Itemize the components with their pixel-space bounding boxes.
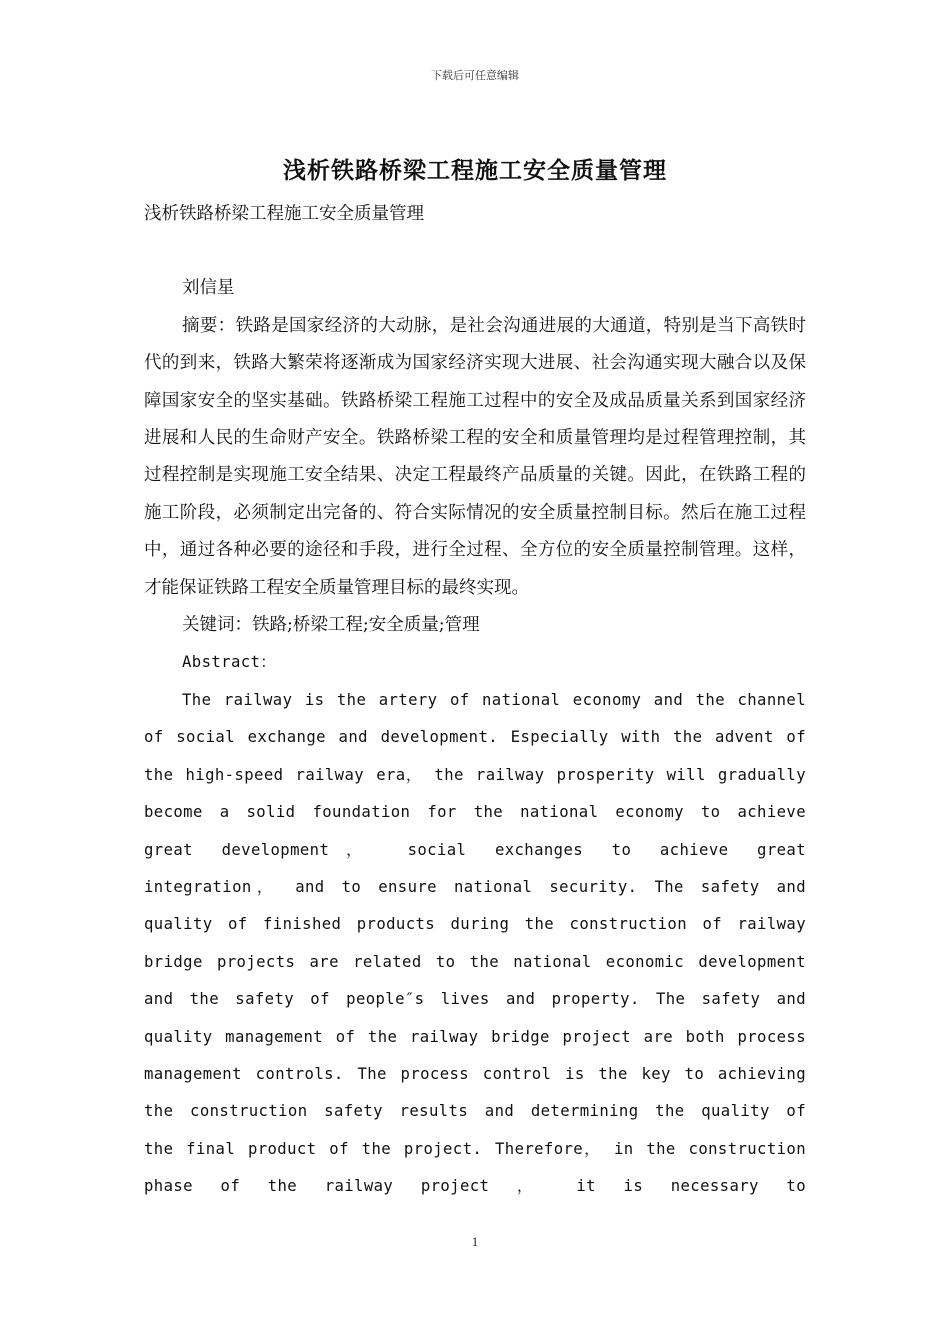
document-title: 浅析铁路桥梁工程施工安全质量管理 bbox=[283, 158, 667, 184]
header-note: 下载后可任意编辑 bbox=[431, 69, 519, 82]
paragraph-gap bbox=[144, 233, 806, 270]
author-name: 刘信星 bbox=[182, 278, 235, 299]
abstract-chinese: 摘要：铁路是国家经济的大动脉，是社会沟通进展的大通道，特别是当下高铁时代的到来，铁路大繁荣将逐渐成为国家经济实现大进展、社会沟通实现大融合以及保障国家安全的坚实基础。铁路桥梁工程施工过程中的安全及成品质量关系到国家经济进展和人民的生命财产安全。铁路桥梁工程的安全和质量管理均是过程管理控制，其过程控制是实现施工安全结果、决定工程最终产品质量的关键。因此，在铁路工程的施工阶段，必须制定出完备的、符合实际情况的安全质量控制目标。然后在施工过程中，通过各种必要的途径和手段，进行全过程、全方位的安全质量控制管理。这样，才能保证铁路工程安全质量管理目标的最终实现。 bbox=[144, 315, 806, 598]
keywords: 关键词：铁路;桥梁工程;安全质量;管理 bbox=[182, 615, 480, 636]
document-body bbox=[144, 196, 806, 1206]
document-subtitle: 浅析铁路桥梁工程施工安全质量管理 bbox=[144, 204, 424, 224]
page-number: 1 bbox=[471, 1234, 479, 1249]
abstract-label: Abstract： bbox=[182, 653, 277, 672]
abstract-english: The railway is the artery of national economy and the channel of social exchange and development. Especially with the advent of the high-speed railway era， the railway prosperity will gradually become a solid foundation for the national economy to achieve great development， social exchanges to achieve great integration， and to ensure national security. The safety and quality of finished products during the construction of railway bridge projects are related to the national economic development and the safety of people″s lives and property. The safety and quality management of the railway bridge project are both process management controls. The process control is the key to achieving the construction safety results and determining the quality of the final product of the project. Therefore， in the construction phase of the railway project ， it is necessary to bbox=[144, 690, 806, 1196]
